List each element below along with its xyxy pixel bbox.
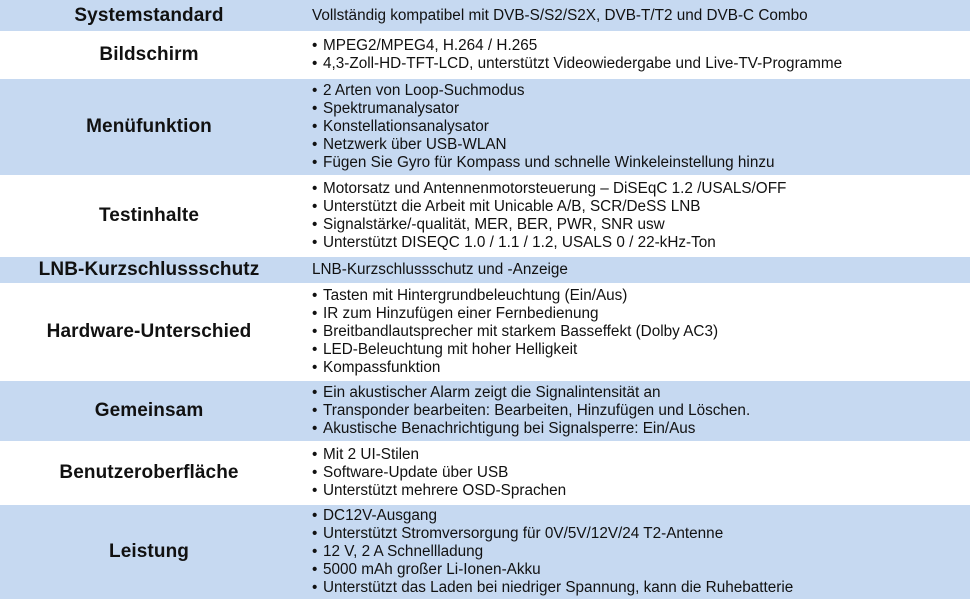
feature-label: Testinhalte [0, 176, 298, 256]
bullet-item: • Ein akustischer Alarm zeigt die Signalintensität an [312, 384, 970, 402]
bullet-item: • DC12V-Ausgang [312, 507, 970, 525]
feature-label: Menüfunktion [0, 78, 298, 176]
bullet-item: • Konstellationsanalysator [312, 118, 970, 136]
bullet-list [312, 384, 970, 438]
bullet-list [312, 37, 970, 73]
bullet-item: • Mit 2 UI-Stilen [312, 446, 970, 464]
feature-description [298, 284, 970, 380]
bullet-item: • MPEG2/MPEG4, H.264 / H.265 [312, 37, 970, 55]
bullet-item: • Unterstützt das Laden bei niedriger Spannung, kann die Ruhebatterie [312, 579, 970, 597]
bullet-list [312, 446, 970, 500]
bullet-list [312, 82, 970, 172]
bullet-item: • 2 Arten von Loop-Suchmodus [312, 82, 970, 100]
bullet-item: • Unterstützt mehrere OSD-Sprachen [312, 482, 970, 500]
feature-description: LNB-Kurzschlussschutz und -Anzeige [298, 256, 970, 284]
feature-description: Vollständig kompatibel mit DVB-S/S2/S2X, DVB-T/T2 und DVB-C Combo [298, 0, 970, 32]
spec-row-hardware-unterschied [0, 284, 970, 380]
feature-label: LNB-Kurzschlussschutz [0, 256, 298, 284]
bullet-item: • Breitbandlautsprecher mit starkem Basseffekt (Dolby AC3) [312, 323, 970, 341]
spec-row-lnb-kurzschlussschutz [0, 256, 970, 284]
feature-label: Systemstandard [0, 0, 298, 32]
bullet-item: • 12 V, 2 A Schnellladung [312, 543, 970, 561]
spec-row-systemstandard [0, 0, 970, 32]
bullet-item: • Unterstützt Stromversorgung für 0V/5V/12V/24 T2-Antenne [312, 525, 970, 543]
bullet-item: • Fügen Sie Gyro für Kompass und schnelle Winkeleinstellung hinzu [312, 154, 970, 172]
bullet-item: • Unterstützt DISEQC 1.0 / 1.1 / 1.2, USALS 0 / 22-kHz-Ton [312, 234, 970, 252]
feature-label: Gemeinsam [0, 380, 298, 442]
bullet-item: • Motorsatz und Antennenmotorsteuerung – DiSEqC 1.2 /USALS/OFF [312, 180, 970, 198]
spec-row-leistung [0, 504, 970, 600]
bullet-item: • Unterstützt die Arbeit mit Unicable A/B, SCR/DeSS LNB [312, 198, 970, 216]
bullet-item: • Transponder bearbeiten: Bearbeiten, Hinzufügen und Löschen. [312, 402, 970, 420]
spec-row-benutzeroberflaeche [0, 442, 970, 504]
feature-description [298, 442, 970, 504]
bullet-item: • 5000 mAh großer Li-Ionen-Akku [312, 561, 970, 579]
feature-label: Leistung [0, 504, 298, 600]
bullet-list [312, 180, 970, 252]
spec-row-gemeinsam [0, 380, 970, 442]
bullet-list [312, 287, 970, 377]
spec-row-testinhalte [0, 176, 970, 256]
feature-label: Hardware-Unterschied [0, 284, 298, 380]
bullet-list [312, 507, 970, 597]
spec-row-menuefunktion [0, 78, 970, 176]
bullet-item: • Netzwerk über USB-WLAN [312, 136, 970, 154]
spec-row-bildschirm [0, 32, 970, 78]
bullet-item: • IR zum Hinzufügen einer Fernbedienung [312, 305, 970, 323]
bullet-item: • Software-Update über USB [312, 464, 970, 482]
bullet-item: • Spektrumanalysator [312, 100, 970, 118]
feature-description [298, 176, 970, 256]
feature-description [298, 32, 970, 78]
bullet-item: • Akustische Benachrichtigung bei Signalsperre: Ein/Aus [312, 420, 970, 438]
bullet-item: • Signalstärke/-qualität, MER, BER, PWR, SNR usw [312, 216, 970, 234]
feature-label: Bildschirm [0, 32, 298, 78]
feature-description [298, 380, 970, 442]
bullet-item: • Tasten mit Hintergrundbeleuchtung (Ein/Aus) [312, 287, 970, 305]
feature-description [298, 78, 970, 176]
bullet-item: • 4,3-Zoll-HD-TFT-LCD, unterstützt Videowiedergabe und Live-TV-Programme [312, 55, 970, 73]
bullet-item: • Kompassfunktion [312, 359, 970, 377]
feature-label: Benutzeroberfläche [0, 442, 298, 504]
bullet-item: • LED-Beleuchtung mit hoher Helligkeit [312, 341, 970, 359]
feature-description [298, 504, 970, 600]
